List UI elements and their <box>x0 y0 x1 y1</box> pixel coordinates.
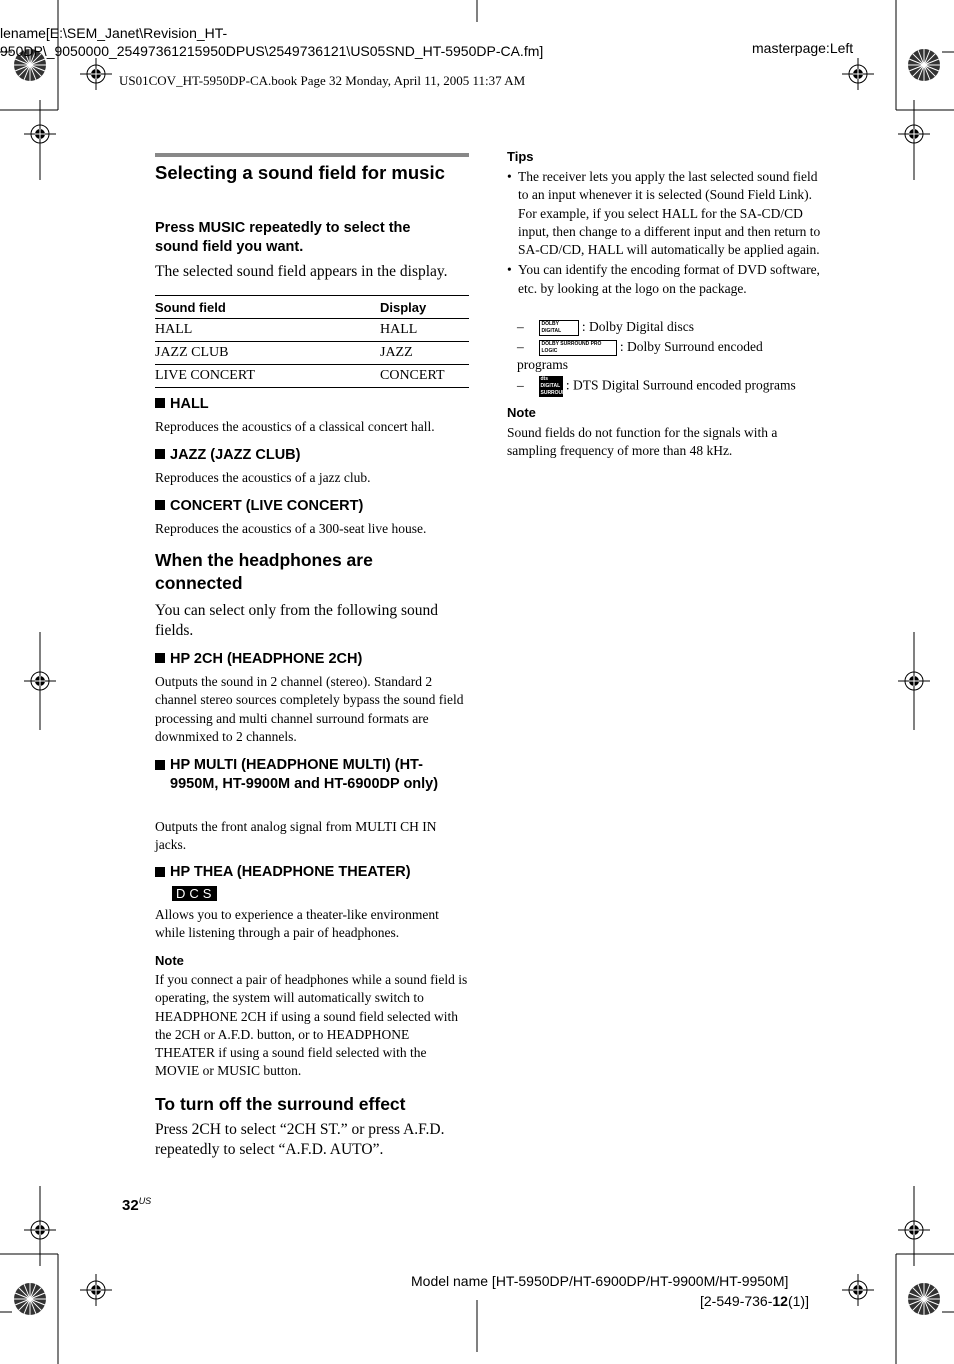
header-book-line: US01COV_HT-5950DP-CA.book Page 32 Monday, April 11, 2005 11:37 AM <box>119 73 526 88</box>
instruction-text: Press MUSIC repeatedly to select the sound field you want. <box>155 220 411 255</box>
table-cell: HALL <box>155 319 380 342</box>
table-cell: CONCERT <box>380 365 469 388</box>
headphones-title: When the headphones are connected <box>155 550 373 593</box>
dolby-surround-logo-icon: DOLBY SURROUND PRO LOGIC <box>539 340 617 356</box>
tip-item: • You can identify the encoding format of DVD software, etc. by looking at the logo on the package. <box>507 261 821 298</box>
header-masterpage: masterpage:Left <box>752 40 854 56</box>
footer-model-name: Model name [HT-5950DP/HT-6900DP/HT-9900M/HT-9950M] <box>411 1273 789 1289</box>
section-title: Selecting a sound field for music <box>155 162 445 183</box>
square-bullet-icon <box>155 867 165 877</box>
hp2ch-description: Outputs the sound in 2 channel (stereo). Standard 2 channel stereo sources completely bypass the sound field processing and multi channel surround formats are downmixed to 2 channels. <box>155 674 464 744</box>
headphones-intro: You can select only from the following sound fields. <box>155 602 438 639</box>
page-number-value: 32 <box>122 1197 139 1214</box>
logo-item-text: : DTS Digital Surround encoded programs <box>565 377 796 393</box>
right-note-text: Sound fields do not function for the signals with a sampling frequency of more than 48 kHz. <box>507 425 778 459</box>
hall-description: Reproduces the acoustics of a classical concert hall. <box>155 419 435 434</box>
header-filename <box>0 24 620 60</box>
header-filename-line2: 950DP\_9050000_25497361215950DPUS\2549736121\US05SND_HT-5950DP-CA.fm] <box>0 43 544 59</box>
sound-field-table <box>155 295 469 388</box>
footer-code-prefix: [2-549-736- <box>700 1293 773 1309</box>
concert-description: Reproduces the acoustics of a 300-seat live house. <box>155 521 427 536</box>
page-number <box>122 1196 151 1214</box>
tips-list <box>507 168 821 298</box>
square-bullet-icon <box>155 500 165 510</box>
square-bullet-icon <box>155 398 165 408</box>
note-heading: Note <box>155 953 184 968</box>
dts-logo-icon: dts DIGITAL SURROUND <box>540 376 570 396</box>
hall-heading <box>155 395 209 414</box>
hpmulti-description: Outputs the front analog signal from MULTI CH IN jacks. <box>155 819 437 853</box>
hpthea-description: Allows you to experience a theater-like environment while listening through a pair of headphones. <box>155 907 439 941</box>
right-note-heading: Note <box>507 405 536 420</box>
tips-heading: Tips <box>507 149 534 164</box>
jazz-heading-text: JAZZ (JAZZ CLUB) <box>170 447 301 463</box>
surround-off-title: To turn off the surround effect <box>155 1094 406 1114</box>
square-bullet-icon <box>155 760 165 770</box>
jazz-description: Reproduces the acoustics of a jazz club. <box>155 470 371 485</box>
registration-target-icon <box>24 1214 56 1246</box>
logo-item-text: : Dolby Surround encoded programs <box>517 339 763 373</box>
hp2ch-heading-text: HP 2CH (HEADPHONE 2CH) <box>170 651 363 667</box>
footer-code-suffix: (1)] <box>787 1293 809 1309</box>
note-text: If you connect a pair of headphones while a sound field is operating, the system will automatically switch to HEADPHONE 2CH if using a sound field selected with the 2CH or A.F.D. button, or to HEADPHONE THEATER if using a sound field selected with the MOVIE or MUSIC button. <box>155 972 468 1079</box>
table-cell: LIVE CONCERT <box>155 365 380 388</box>
footer-code-bold: 12 <box>772 1293 788 1309</box>
hpmulti-heading-text: HP MULTI (HEADPHONE MULTI) (HT-9950M, HT-9900M and HT-6900DP only) <box>170 757 439 792</box>
table-cell: JAZZ <box>380 342 469 365</box>
dolby-digital-logo-icon: DOLBY DIGITAL <box>539 320 579 336</box>
concert-heading-text: CONCERT (LIVE CONCERT) <box>170 498 364 514</box>
dash-marker: – <box>517 377 524 393</box>
table-header-cell: Sound field <box>155 296 380 319</box>
hpmulti-heading <box>155 756 465 794</box>
logo-item-dts <box>517 376 817 397</box>
logo-item-dolby-surround <box>517 338 817 375</box>
tip-item: • The receiver lets you apply the last selected sound field to an input whenever it is selected (Sound Field Link). For example, if you select HALL for the SA-CD/CD input, then change to a different input and then return to SA-CD/CD, HALL will automatically be applied again. <box>507 168 821 259</box>
jazz-heading <box>155 446 301 465</box>
table-header-row <box>155 296 469 319</box>
dash-marker: – <box>517 319 524 334</box>
logo-item-text: : Dolby Digital discs <box>581 319 694 334</box>
logo-item-dolby-digital <box>517 318 817 336</box>
starburst-registration-icon <box>907 48 941 82</box>
dash-marker: – <box>517 339 524 354</box>
registration-target-icon <box>898 665 930 697</box>
starburst-registration-icon <box>13 1282 47 1316</box>
hpthea-heading <box>155 863 465 882</box>
page-number-suffix: US <box>138 1196 152 1206</box>
registration-target-icon <box>842 1274 874 1306</box>
registration-target-icon <box>898 118 930 150</box>
registration-target-icon <box>24 665 56 697</box>
square-bullet-icon <box>155 449 165 459</box>
registration-target-icon <box>80 1274 112 1306</box>
footer-code <box>700 1293 809 1309</box>
hpthea-heading-text: HP THEA (HEADPHONE THEATER) <box>170 864 411 880</box>
table-row <box>155 342 469 365</box>
concert-heading <box>155 497 363 516</box>
section-rule <box>155 153 469 157</box>
table-row <box>155 365 469 388</box>
header-filename-line1: lename[E:\SEM_Janet\Revision_HT- <box>0 25 228 41</box>
registration-target-icon <box>842 58 874 90</box>
hp2ch-heading <box>155 650 362 669</box>
dcs-badge-label: DCS <box>172 886 217 901</box>
dcs-badge <box>172 885 217 903</box>
registration-target-icon <box>24 118 56 150</box>
table-cell: JAZZ CLUB <box>155 342 380 365</box>
table-row <box>155 319 469 342</box>
starburst-registration-icon <box>907 1282 941 1316</box>
square-bullet-icon <box>155 653 165 663</box>
hall-heading-text: HALL <box>170 396 209 412</box>
table-header-cell: Display <box>380 296 469 319</box>
registration-target-icon <box>898 1214 930 1246</box>
surround-off-text: Press 2CH to select “2CH ST.” or press A.F.D. repeatedly to select “A.F.D. AUTO”. <box>155 1121 445 1158</box>
intro-text: The selected sound field appears in the display. <box>155 263 448 280</box>
registration-target-icon <box>80 58 112 90</box>
table-cell: HALL <box>380 319 469 342</box>
